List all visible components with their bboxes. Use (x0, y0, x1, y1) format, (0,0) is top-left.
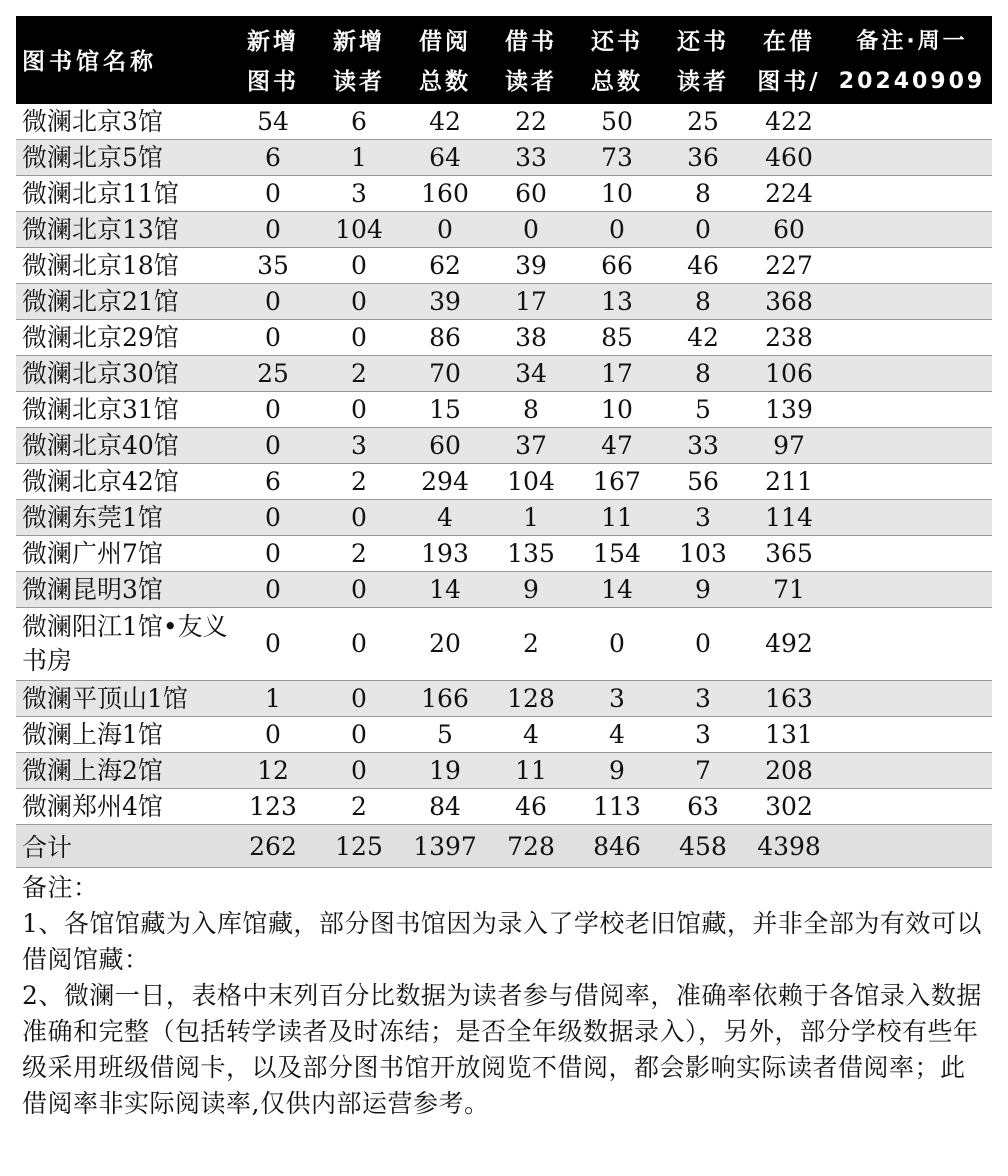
library-name-cell: 微澜北京11馆 (16, 176, 230, 212)
note-item: 2、微澜一日，表格中末列百分比数据为读者参与借阅率，准确率依赖于各馆录入数据准确和完整（包括转学读者及时冻结；是否全年级数据录入），另外，部分学校有些年级采用班级借阅卡，以及部分图书馆开放阅览不借阅，都会影响实际读者借阅率；此借阅率非实际阅读率,仅供内部运营参考。 (22, 981, 982, 1118)
value-cell: 25 (230, 356, 316, 392)
value-cell: 9 (488, 572, 574, 608)
value-cell: 1 (316, 140, 402, 176)
value-cell: 38 (488, 320, 574, 356)
value-cell: 0 (230, 176, 316, 212)
note-cell (832, 572, 992, 608)
table-row (16, 789, 992, 825)
header-library-name: 图书馆名称 (16, 16, 230, 104)
value-cell: 3 (660, 681, 746, 717)
table-row (16, 428, 992, 464)
note-item: 1、各馆馆藏为入库馆藏，部分图书馆因为录入了学校老旧馆藏，并非全部为有效可以借阅馆藏： (22, 909, 982, 974)
value-cell: 302 (746, 789, 832, 825)
note-cell (832, 248, 992, 284)
library-name-cell: 微澜上海1馆 (16, 717, 230, 753)
value-cell: 9 (660, 572, 746, 608)
value-cell: 14 (574, 572, 660, 608)
note-cell (832, 789, 992, 825)
value-cell: 10 (574, 176, 660, 212)
total-cell: 1397 (402, 825, 488, 868)
value-cell: 0 (316, 681, 402, 717)
note-cell (832, 464, 992, 500)
value-cell: 33 (660, 428, 746, 464)
value-cell: 128 (488, 681, 574, 717)
table-row (16, 572, 992, 608)
value-cell: 0 (316, 608, 402, 681)
value-cell: 46 (660, 248, 746, 284)
value-cell: 224 (746, 176, 832, 212)
table-row (16, 753, 992, 789)
total-cell: 458 (660, 825, 746, 868)
value-cell: 114 (746, 500, 832, 536)
value-cell: 54 (230, 104, 316, 140)
value-cell: 0 (574, 608, 660, 681)
value-cell: 11 (574, 500, 660, 536)
value-cell: 0 (230, 717, 316, 753)
value-cell: 10 (574, 392, 660, 428)
value-cell: 0 (488, 212, 574, 248)
table-row (16, 717, 992, 753)
note-cell (832, 104, 992, 140)
value-cell: 0 (316, 572, 402, 608)
value-cell: 0 (402, 212, 488, 248)
value-cell: 5 (402, 717, 488, 753)
value-cell: 3 (660, 500, 746, 536)
value-cell: 0 (230, 572, 316, 608)
value-cell: 103 (660, 536, 746, 572)
value-cell: 365 (746, 536, 832, 572)
header-new-books: 新增 图书 (230, 16, 316, 104)
value-cell: 2 (316, 789, 402, 825)
note-cell (832, 753, 992, 789)
value-cell: 73 (574, 140, 660, 176)
value-cell: 25 (660, 104, 746, 140)
library-name-cell: 微澜北京5馆 (16, 140, 230, 176)
value-cell: 0 (230, 500, 316, 536)
value-cell: 19 (402, 753, 488, 789)
value-cell: 11 (488, 753, 574, 789)
value-cell: 7 (660, 753, 746, 789)
value-cell: 0 (316, 753, 402, 789)
library-weekly-report (16, 16, 992, 1122)
value-cell: 422 (746, 104, 832, 140)
header-return-readers: 还书 读者 (660, 16, 746, 104)
value-cell: 0 (316, 284, 402, 320)
note-cell (832, 681, 992, 717)
library-name-cell: 微澜广州7馆 (16, 536, 230, 572)
library-name-cell: 微澜昆明3馆 (16, 572, 230, 608)
value-cell: 33 (488, 140, 574, 176)
value-cell: 460 (746, 140, 832, 176)
total-cell: 846 (574, 825, 660, 868)
value-cell: 60 (488, 176, 574, 212)
note-cell (832, 320, 992, 356)
value-cell: 60 (402, 428, 488, 464)
total-cell: 4398 (746, 825, 832, 868)
table-row (16, 176, 992, 212)
value-cell: 85 (574, 320, 660, 356)
value-cell: 0 (316, 248, 402, 284)
value-cell: 36 (660, 140, 746, 176)
note-cell (832, 284, 992, 320)
note-cell (832, 356, 992, 392)
value-cell: 4 (574, 717, 660, 753)
value-cell: 0 (230, 392, 316, 428)
value-cell: 5 (660, 392, 746, 428)
total-row (16, 825, 992, 868)
value-cell: 47 (574, 428, 660, 464)
value-cell: 368 (746, 284, 832, 320)
value-cell: 6 (316, 104, 402, 140)
value-cell: 6 (230, 464, 316, 500)
value-cell: 8 (660, 356, 746, 392)
value-cell: 13 (574, 284, 660, 320)
value-cell: 2 (316, 536, 402, 572)
table-row (16, 681, 992, 717)
table-row (16, 140, 992, 176)
value-cell: 60 (746, 212, 832, 248)
value-cell: 62 (402, 248, 488, 284)
header-borrow-readers: 借书 读者 (488, 16, 574, 104)
value-cell: 70 (402, 356, 488, 392)
value-cell: 0 (660, 212, 746, 248)
value-cell: 0 (316, 717, 402, 753)
value-cell: 0 (316, 392, 402, 428)
value-cell: 56 (660, 464, 746, 500)
value-cell: 492 (746, 608, 832, 681)
value-cell: 2 (488, 608, 574, 681)
library-name-cell: 微澜北京13馆 (16, 212, 230, 248)
library-name-cell: 微澜阳江1馆•友义书房 (16, 608, 230, 681)
value-cell: 3 (316, 428, 402, 464)
value-cell: 104 (316, 212, 402, 248)
value-cell: 6 (230, 140, 316, 176)
header-on-loan: 在借 图书/ (746, 16, 832, 104)
value-cell: 97 (746, 428, 832, 464)
library-name-cell: 微澜平顶山1馆 (16, 681, 230, 717)
value-cell: 86 (402, 320, 488, 356)
value-cell: 1 (488, 500, 574, 536)
value-cell: 4 (402, 500, 488, 536)
total-note-cell (832, 825, 992, 868)
note-cell (832, 176, 992, 212)
value-cell: 15 (402, 392, 488, 428)
value-cell: 46 (488, 789, 574, 825)
table-row (16, 212, 992, 248)
table-row (16, 248, 992, 284)
note-cell (832, 717, 992, 753)
value-cell: 42 (660, 320, 746, 356)
note-cell (832, 500, 992, 536)
value-cell: 66 (574, 248, 660, 284)
library-name-cell: 微澜北京18馆 (16, 248, 230, 284)
table-body (16, 104, 992, 825)
value-cell: 50 (574, 104, 660, 140)
note-cell (832, 392, 992, 428)
value-cell: 238 (746, 320, 832, 356)
value-cell: 294 (402, 464, 488, 500)
value-cell: 17 (574, 356, 660, 392)
total-cell: 728 (488, 825, 574, 868)
value-cell: 0 (660, 608, 746, 681)
note-cell (832, 608, 992, 681)
note-cell (832, 140, 992, 176)
note-cell (832, 428, 992, 464)
value-cell: 63 (660, 789, 746, 825)
value-cell: 3 (574, 681, 660, 717)
note-cell (832, 536, 992, 572)
value-cell: 0 (574, 212, 660, 248)
total-cell: 262 (230, 825, 316, 868)
value-cell: 1 (230, 681, 316, 717)
value-cell: 154 (574, 536, 660, 572)
library-name-cell: 微澜上海2馆 (16, 753, 230, 789)
value-cell: 64 (402, 140, 488, 176)
value-cell: 3 (316, 176, 402, 212)
header-return-total: 还书 总数 (574, 16, 660, 104)
value-cell: 211 (746, 464, 832, 500)
notes-section (16, 868, 992, 1122)
value-cell: 0 (230, 284, 316, 320)
table-row (16, 320, 992, 356)
library-name-cell: 微澜北京3馆 (16, 104, 230, 140)
table-row (16, 284, 992, 320)
value-cell: 3 (660, 717, 746, 753)
library-name-cell: 微澜东莞1馆 (16, 500, 230, 536)
table-row (16, 392, 992, 428)
value-cell: 0 (230, 536, 316, 572)
value-cell: 160 (402, 176, 488, 212)
value-cell: 0 (230, 608, 316, 681)
table-row (16, 500, 992, 536)
library-name-cell: 微澜北京29馆 (16, 320, 230, 356)
library-name-cell: 微澜郑州4馆 (16, 789, 230, 825)
table-row (16, 536, 992, 572)
value-cell: 2 (316, 464, 402, 500)
value-cell: 20 (402, 608, 488, 681)
table-row (16, 104, 992, 140)
value-cell: 8 (660, 176, 746, 212)
total-label: 合计 (16, 825, 230, 868)
value-cell: 0 (230, 212, 316, 248)
table-header (16, 16, 992, 104)
library-name-cell: 微澜北京42馆 (16, 464, 230, 500)
value-cell: 139 (746, 392, 832, 428)
value-cell: 39 (488, 248, 574, 284)
value-cell: 0 (316, 320, 402, 356)
library-stats-table (16, 16, 992, 868)
value-cell: 12 (230, 753, 316, 789)
notes-title: 备注： (22, 873, 99, 902)
value-cell: 9 (574, 753, 660, 789)
table-total (16, 825, 992, 868)
value-cell: 227 (746, 248, 832, 284)
value-cell: 106 (746, 356, 832, 392)
value-cell: 17 (488, 284, 574, 320)
value-cell: 123 (230, 789, 316, 825)
value-cell: 42 (402, 104, 488, 140)
value-cell: 34 (488, 356, 574, 392)
value-cell: 8 (488, 392, 574, 428)
value-cell: 163 (746, 681, 832, 717)
table-row (16, 356, 992, 392)
value-cell: 4 (488, 717, 574, 753)
value-cell: 135 (488, 536, 574, 572)
value-cell: 71 (746, 572, 832, 608)
value-cell: 14 (402, 572, 488, 608)
value-cell: 84 (402, 789, 488, 825)
value-cell: 37 (488, 428, 574, 464)
value-cell: 167 (574, 464, 660, 500)
value-cell: 22 (488, 104, 574, 140)
note-cell (832, 212, 992, 248)
library-name-cell: 微澜北京21馆 (16, 284, 230, 320)
value-cell: 8 (660, 284, 746, 320)
value-cell: 0 (230, 320, 316, 356)
value-cell: 2 (316, 356, 402, 392)
value-cell: 0 (316, 500, 402, 536)
value-cell: 193 (402, 536, 488, 572)
value-cell: 113 (574, 789, 660, 825)
value-cell: 35 (230, 248, 316, 284)
value-cell: 166 (402, 681, 488, 717)
header-borrow-total: 借阅 总数 (402, 16, 488, 104)
table-row (16, 464, 992, 500)
library-name-cell: 微澜北京40馆 (16, 428, 230, 464)
total-cell: 125 (316, 825, 402, 868)
library-name-cell: 微澜北京31馆 (16, 392, 230, 428)
value-cell: 0 (230, 428, 316, 464)
value-cell: 208 (746, 753, 832, 789)
header-note: 备注·周一 20240909 (832, 16, 992, 104)
library-name-cell: 微澜北京30馆 (16, 356, 230, 392)
value-cell: 104 (488, 464, 574, 500)
value-cell: 39 (402, 284, 488, 320)
header-new-readers: 新增 读者 (316, 16, 402, 104)
value-cell: 131 (746, 717, 832, 753)
table-row (16, 608, 992, 681)
